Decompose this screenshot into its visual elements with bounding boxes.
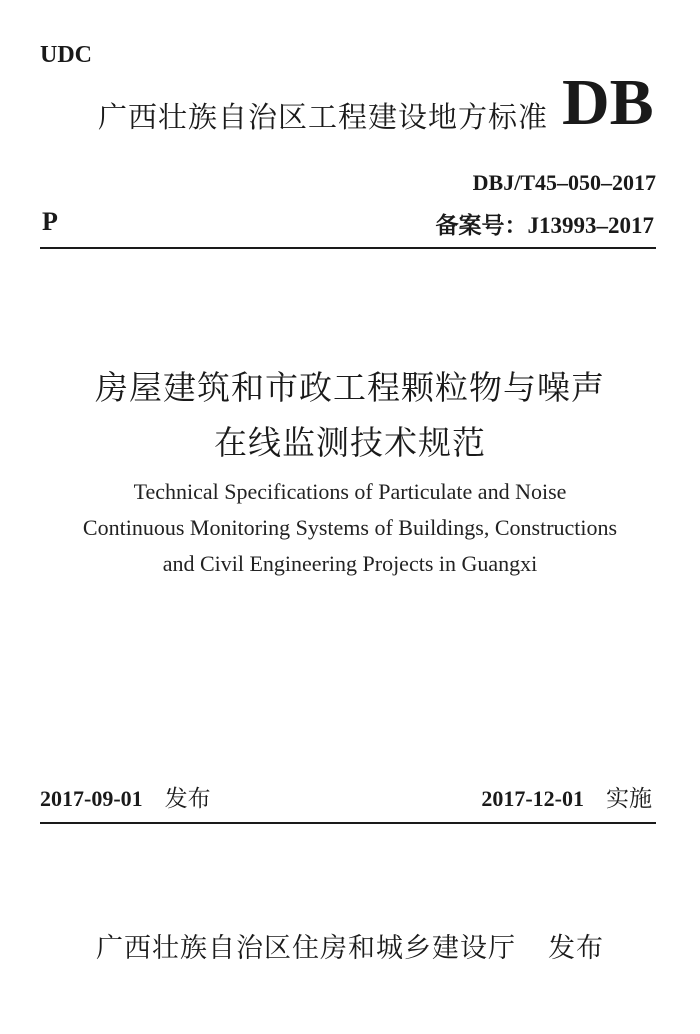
title-en-line-3: and Civil Engineering Projects in Guangxi [162, 551, 538, 576]
implement-date: 2017-12-01 [481, 786, 584, 811]
title-en-line-1: Technical Specifications of Particulate and Noise [133, 479, 567, 504]
implement-date-block [481, 780, 652, 813]
record-number: 备案号：J13993–2017 [435, 213, 654, 238]
publish-label: 发布 [164, 786, 211, 812]
implement-label: 实施 [606, 786, 652, 812]
title-zh-line-1: 房屋建筑和市政工程颗粒物与噪声 [95, 368, 605, 407]
title-en-line-2: Continuous Monitoring Systems of Buildings, Constructions [82, 515, 618, 540]
standard-code: DBJ/T45–050–2017 [472, 170, 656, 195]
db-mark: DB [562, 66, 654, 139]
standard-series-title: 广西壮族自治区工程建设地方标准 [98, 100, 549, 134]
issuer-name: 广西壮族自治区住房和城乡建设厅 [96, 933, 516, 964]
bottom-divider [40, 822, 656, 824]
publish-date-block [40, 780, 211, 813]
title-zh-line-2: 在线监测技术规范 [214, 423, 486, 462]
category-letter: P [42, 207, 58, 236]
issuer-line [0, 926, 700, 965]
publish-date: 2017-09-01 [40, 786, 143, 811]
top-divider [40, 247, 656, 249]
issuer-label: 发布 [548, 933, 604, 964]
udc-label: UDC [40, 42, 92, 68]
